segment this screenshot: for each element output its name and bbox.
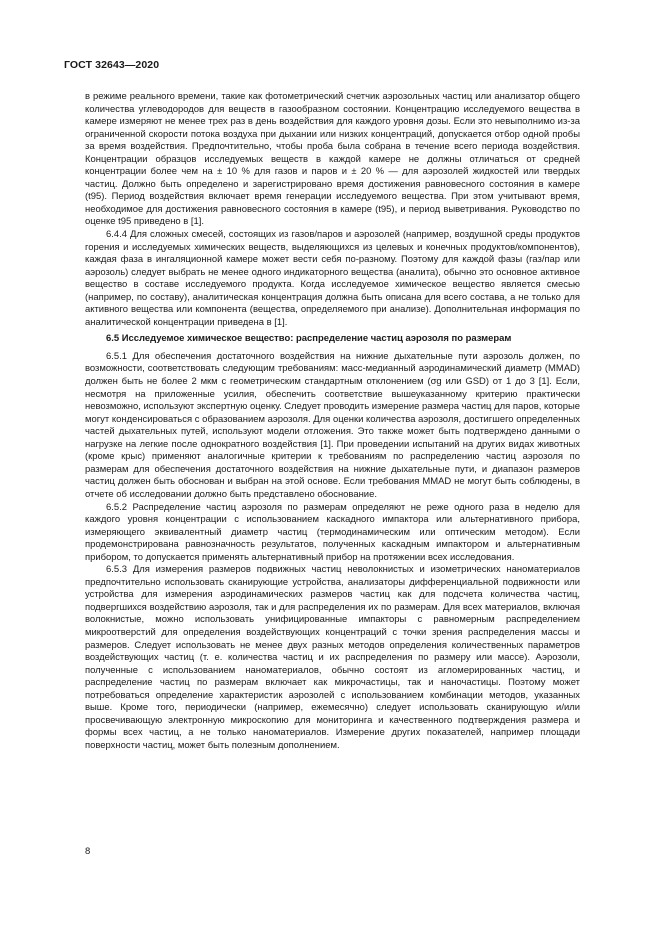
document-body (85, 91, 580, 752)
paragraph-continued: в режиме реального времени, такие как фотометрический счетчик аэрозольных частиц или анализатор общего количества углеводородов для веществ в газообразном состоянии. Концентрацию исследуемого вещества в камере измеряют не менее трех раз в день воздействия для каждого уровня дозы. Если это невыполнимо из-за ограниченной скорости потока воздуха при дыхании или низких концентраций, допускается отбор одной пробы за время воздействия. Предпочтительно, чтобы проба была собрана в течение всего периода воздействия. Концентрации образцов исследуемых веществ в каждой камере не должны отличаться от средней концентрации более чем на ± 10 % для газов и паров и ± 20 % — для аэрозолей жидкостей или твердых частиц. Должно быть определено и зарегистрировано время достижения равновесного состояния в камере (t95). Период воздействия включает время генерации исследуемого вещества. При этом учитывают время, необходимое для достижения равновесного состояния в камере (t95), и период выветривания. Руководство по оценке t95 приведено в [1]. (85, 91, 580, 228)
paragraph-6-5-3: 6.5.3 Для измерения размеров подвижных частиц неволокнистых и изометрических наноматериалов предпочтительно использовать сканирующие устройства, анализаторы дифференциальной подвижности или устройства для измерения аэродинамических размеров частиц как для подсчета количества частиц, подвергшихся воздействию аэрозоля, так и для распределения их по размерам. Для всех материалов, включая волокнистые, можно использовать унифицированные импакторы с равномерным распределением микроотверстий для определения воздействующих концентраций с точки зрения распределения массы и размеров. Следует использовать не менее двух разных методов определения количественных параметров воздействующих частиц (т. е. количества частиц и их распределения по размеру или массе). Аэрозоли, полученные с использованием наноматериалов, обычно состоят из агломерированных частиц, и распределение частиц по размерам включает как микрочастицы, так и наночастицы. Поэтому может потребоваться определение характеристик аэрозолей с использованием комбинации методов, указанных выше. Кроме того, периодически (например, ежемесячно) следует использовать сканирующую и/или просвечивающую электронную микроскопию для мониторинга и качественного подтверждения размера и формы всех частиц, а не только наноматериалов. Измерение других показателей, например площади поверхности частиц, может быть полезным дополнением. (85, 564, 580, 751)
paragraph-6-4-4: 6.4.4 Для сложных смесей, состоящих из газов/паров и аэрозолей (например, воздушной среды продуктов горения и исследуемых химических веществ, выделяющихся из целевых и конечных продуктов/компонентов), каждая фаза в ингаляционной камере может вести себя по-разному. Поэтому для каждой фазы (газ/пар или аэрозоль) следует выбрать не менее одного индикаторного вещества (аналита), обычно это основное активное вещество в составе исследуемого продукта. Когда исследуемое химическое вещество является смесью (например, по составу), аналитическая концентрация должна быть описана для всего состава, а не только для активного вещества или компонента (вещества, определяемого при анализе). Дополнительная информация по аналитической концентрации приведена в [1]. (85, 229, 580, 328)
document-header: ГОСТ 32643—2020 (64, 59, 160, 71)
paragraph-6-5-1: 6.5.1 Для обеспечения достаточного воздействия на нижние дыхательные пути аэрозоль должен, по возможности, соответствовать следующим требованиям: масс-медианный аэродинамический диаметр (MMAD) должен быть не более 2 мкм с геометрическим стандартным отклонением (σg или GSD) от 1 до 3 [1]. Если, несмотря на приложенные усилия, обеспечить соответствие вышеуказанному критерию практически невозможно, используют экспертную оценку. Следует проводить измерение размера частиц для паров, которые могут конденсироваться с образованием аэрозоля. Для оценки количества аэрозоля, достигшего определенных частей дыхательных путей, используют модели отложения. Это также может быть подтверждено данными о нагрузке на легкие после однократного воздействия [1]. При проведении испытаний на других видах животных (кроме крыс) применяют аналогичные критерии к требованиям по распределению частиц аэрозоля по размерам для обеспечения достаточного воздействия на нижние дыхательные пути, и диапазон размеров частиц должен быть обоснован и выбран на этой основе. Если требования MMAD не могут быть соблюдены, в отчете об исследовании должно быть представлено обоснование. (85, 350, 580, 500)
page-number: 8 (85, 846, 91, 857)
section-title-6-5: 6.5 Исследуемое химическое вещество: распределение частиц аэрозоля по размерам (106, 333, 512, 345)
paragraph-6-5-2: 6.5.2 Распределение частиц аэрозоля по размерам определяют не реже одного раза в неделю для каждого уровня концентрации с использованием каскадного импактора или альтернативного прибора, измеряющего эквивалентный диаметр частиц (термодинамическим или оптическим методом). Если продемонстрирована равнозначность результатов, полученных каскадным импактором и альтернативным прибором, то допускается применять альтернативный прибор на протяжении всех исследования. (85, 501, 580, 563)
